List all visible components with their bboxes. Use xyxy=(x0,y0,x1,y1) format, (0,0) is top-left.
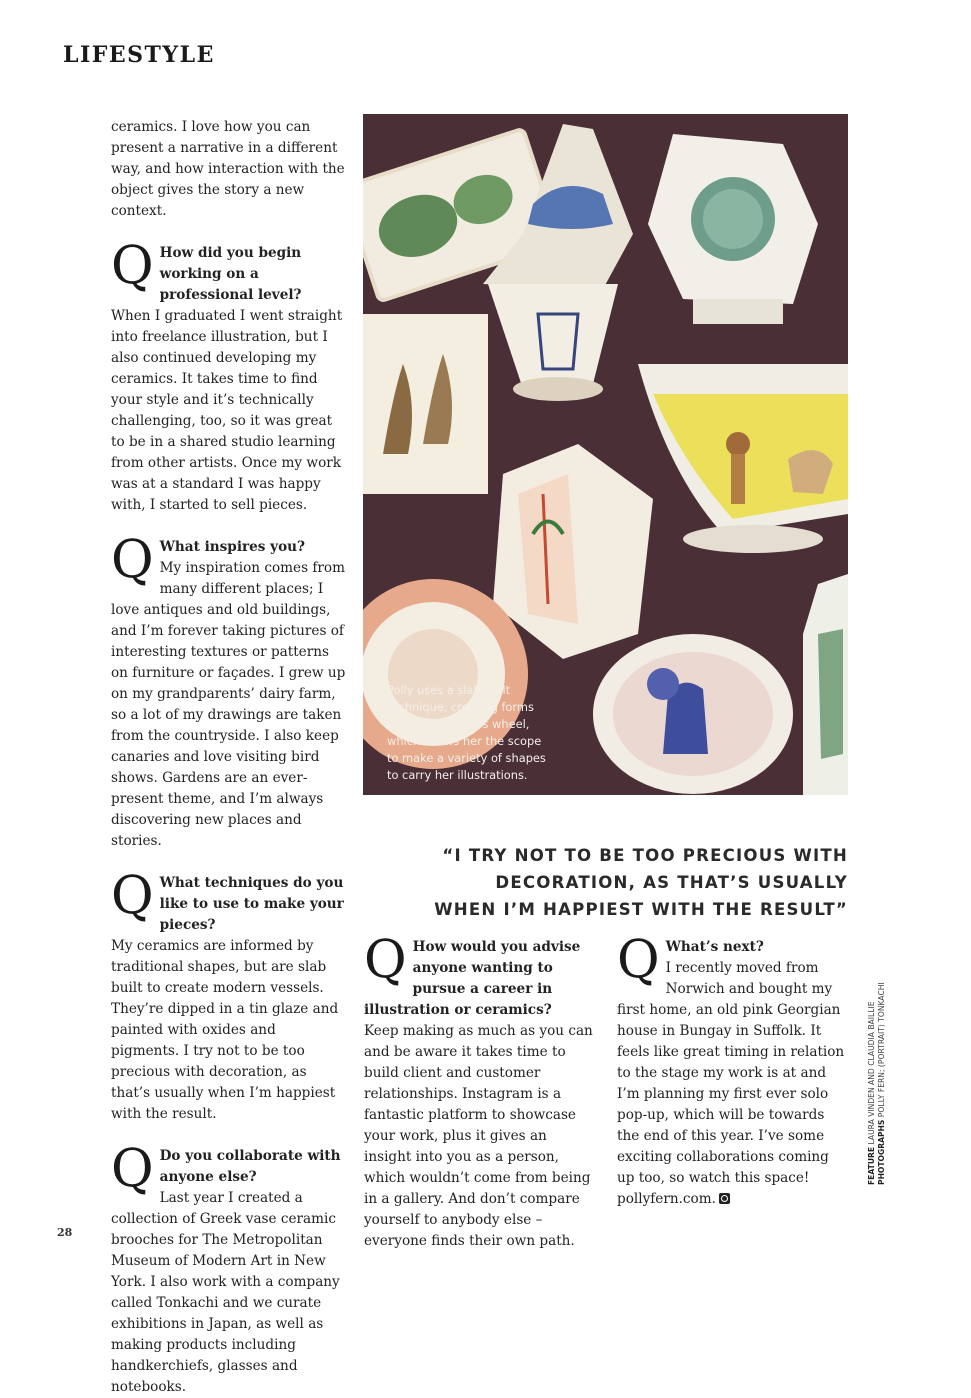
question: Do you collaborate with anyone else? xyxy=(159,1148,341,1185)
left-column xyxy=(111,117,346,1398)
qa-block xyxy=(364,930,596,1252)
q-dropcap: Q xyxy=(364,930,407,990)
page-number: 28 xyxy=(57,1226,73,1239)
credit-feature-names: LAURA VINDEN AND CLAUDIA BAILLIE xyxy=(867,1001,876,1145)
question: How did you begin working on a professional level? xyxy=(159,245,302,303)
question: What techniques do you like to use to make your pieces? xyxy=(159,875,344,933)
middle-column xyxy=(364,930,596,1252)
answer: Keep making as much as you can and be aware it takes time to build client and customer relationships. Instagram is a fantastic platform to showcase your work, plus it gives an insight into you as a person, which wouldn’t come from being in a gallery. And don’t compare yourself to anybody else – everyone finds their own path. xyxy=(364,1023,593,1249)
ceramics-photo xyxy=(363,114,848,795)
credit-feature-label: FEATURE xyxy=(867,1146,876,1185)
qa-block xyxy=(111,1139,346,1398)
qa-block xyxy=(111,236,346,516)
qa-block xyxy=(111,530,346,852)
qa-block xyxy=(617,930,845,1210)
intro-paragraph xyxy=(111,117,346,222)
answer: When I graduated I went straight into freelance illustration, but I also continued developing my ceramics. It takes time to find your style and it’s technically challenging, too, so it was great to be in a shared studio learning from other artists. Once my work was at a standard I was happy with, I started to sell pieces. xyxy=(111,308,343,513)
credit-photographs xyxy=(877,982,887,1185)
q-dropcap: Q xyxy=(111,1139,154,1199)
end-mark-icon xyxy=(719,1193,730,1204)
question: How would you advise anyone wanting to pursue a career in illustration or ceramics? xyxy=(364,939,581,1018)
answer xyxy=(617,958,845,1210)
question: What inspires you? xyxy=(159,539,305,555)
photo-caption: Polly uses a slab-built technique, creating forms without a potter’s wheel, which allows her the scope to make a variety of shapes to carry her illustrations. xyxy=(387,683,546,783)
q-dropcap: Q xyxy=(111,866,154,926)
question: What’s next? xyxy=(665,939,764,955)
answer-text: I recently moved from Norwich and bought my first home, an old pink Georgian house in Bungay in Suffolk. It feels like great timing in relation to the stage my work is at and I’m planning my first ever solo pop-up, which will be towards the end of this year. I’ve some exciting collaborations coming up too, so watch this space! pollyfern.com. xyxy=(617,960,845,1207)
photo-credits xyxy=(867,982,887,1185)
credit-feature xyxy=(867,985,877,1185)
intro-text: ceramics. I love how you can present a narrative in a different way, and how interaction with the object gives the story a new context. xyxy=(111,119,345,219)
q-dropcap: Q xyxy=(111,236,154,296)
answer: My ceramics are informed by traditional shapes, but are slab built to create modern vessels. They’re dipped in a tin glaze and painted with oxides and pigments. I try not to be too precious with decoration, as that’s usually when I’m happiest with the result. xyxy=(111,938,339,1122)
right-column xyxy=(617,930,845,1210)
answer: My inspiration comes from many different places; I love antiques and old buildings, and I’m forever taking pictures of interesting textures or patterns on furniture or façades. I grew up on my grandparents’ dairy farm, so a lot of my drawings are taken from the countryside. I also keep canaries and love visiting bird shows. Gardens are an ever-present theme, and I’m always discovering new places and stories. xyxy=(111,560,346,849)
q-dropcap: Q xyxy=(111,530,154,590)
credit-photographs-label: PHOTOGRAPHS xyxy=(877,1119,886,1185)
q-dropcap: Q xyxy=(617,930,660,990)
answer: Last year I created a collection of Greek vase ceramic brooches for The Metropolitan Museum of Modern Art in New York. I also work with a company called Tonkachi and we curate exhibitions in Japan, as well as making products including handkerchiefs, glasses and notebooks. xyxy=(111,1190,340,1395)
qa-block xyxy=(111,866,346,1125)
credit-photographs-names: POLLY FERN; (PORTRAIT) TONKACHI xyxy=(877,982,886,1118)
pull-quote: “I TRY NOT TO BE TOO PRECIOUS WITH DECORATION, AS THAT’S USUALLY WHEN I’M HAPPIEST WITH THE RESULT” xyxy=(434,846,848,919)
section-title: LIFESTYLE xyxy=(63,42,215,68)
